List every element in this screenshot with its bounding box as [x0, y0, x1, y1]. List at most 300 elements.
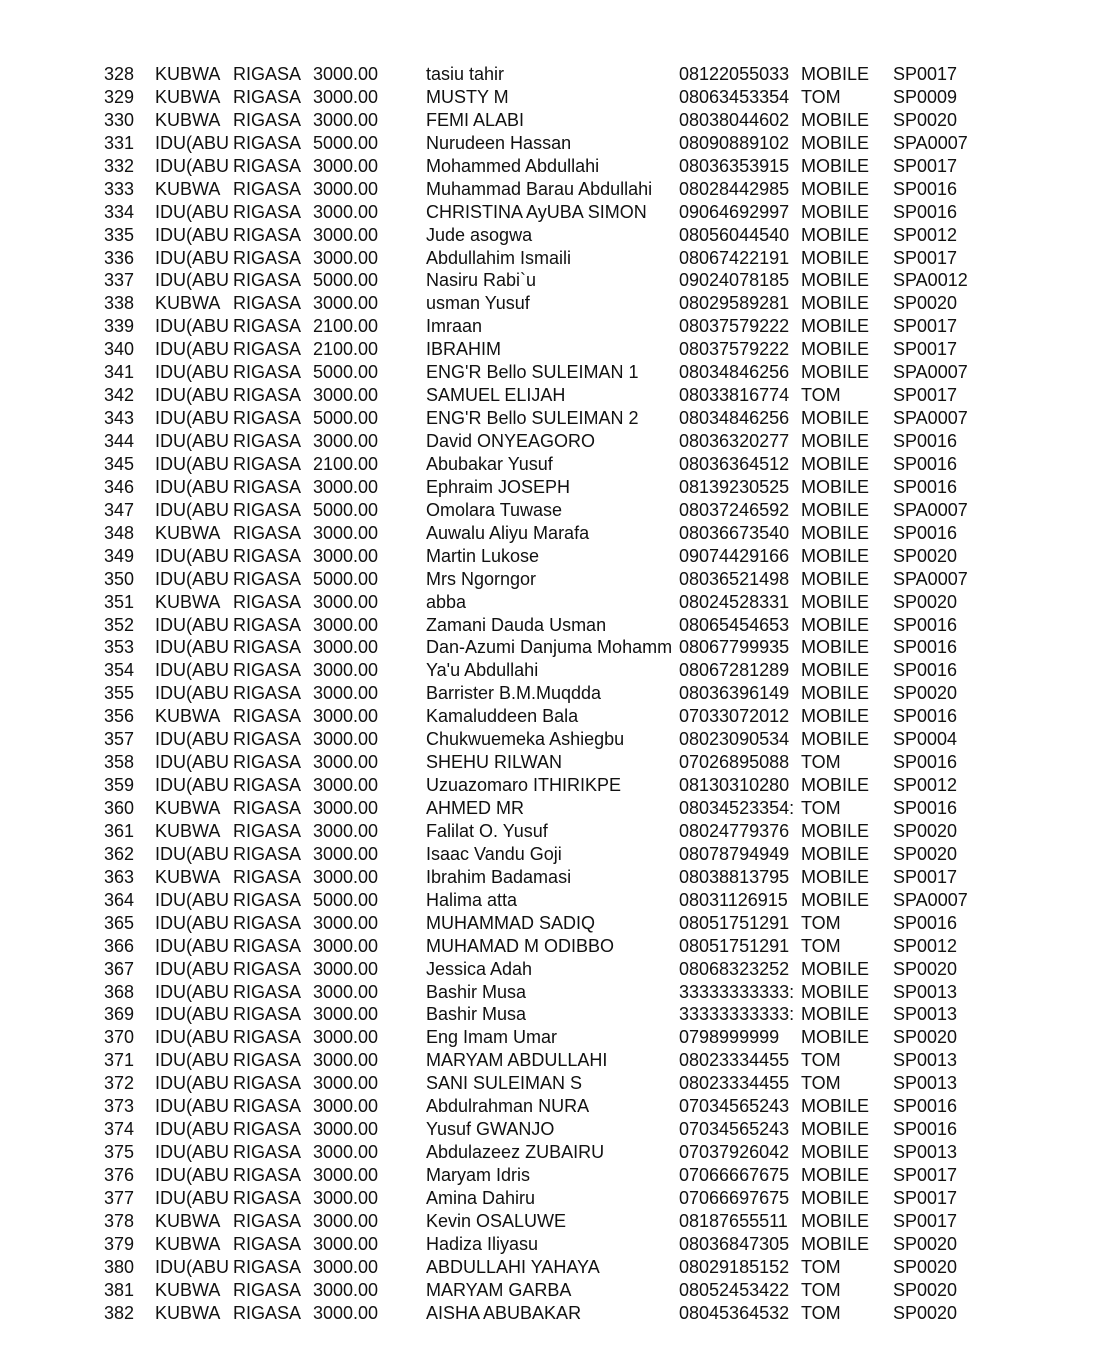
row-number: 358 [104, 752, 135, 773]
table-row [0, 132, 1120, 155]
location-cell: IDU(ABU [155, 499, 230, 520]
name-cell: Bashir Musa [426, 981, 527, 1002]
phone-cell: 08036364512 [679, 453, 790, 474]
name-cell: MARYAM ABDULLAHI [426, 1050, 608, 1071]
network-cell: MOBILE [801, 293, 870, 314]
group-cell: RIGASA [233, 706, 302, 727]
amount-cell: 3000.00 [313, 820, 379, 841]
phone-cell: 09064692997 [679, 201, 790, 222]
network-cell: MOBILE [801, 453, 870, 474]
table-row [0, 1118, 1120, 1141]
group-cell: RIGASA [233, 729, 302, 750]
group-cell: RIGASA [233, 109, 302, 130]
table-row [0, 1233, 1120, 1256]
table-row [0, 820, 1120, 843]
row-number: 377 [104, 1187, 135, 1208]
phone-cell: 08078794949 [679, 843, 790, 864]
amount-cell: 3000.00 [313, 981, 379, 1002]
table-row [0, 292, 1120, 315]
amount-cell: 3000.00 [313, 843, 379, 864]
phone-cell: 08036353915 [679, 155, 790, 176]
phone-cell: 08036396149 [679, 683, 790, 704]
table-row [0, 958, 1120, 981]
name-cell: Imraan [426, 316, 483, 337]
location-cell: IDU(ABU [155, 316, 230, 337]
group-cell: RIGASA [233, 614, 302, 635]
name-cell: Ibrahim Badamasi [426, 866, 572, 887]
network-cell: MOBILE [801, 1165, 870, 1185]
row-number: 328 [104, 64, 135, 84]
network-cell: TOM [801, 912, 841, 933]
code-cell: SP0016 [893, 476, 958, 497]
row-number: 360 [104, 798, 135, 818]
code-cell: SP0020 [893, 683, 958, 704]
name-cell: ENG'R Bello SULEIMAN 1 [426, 362, 639, 383]
network-cell: MOBILE [801, 1096, 870, 1117]
group-cell: RIGASA [233, 866, 302, 887]
row-number: 363 [104, 866, 135, 887]
phone-cell: 08033816774 [679, 385, 790, 406]
group-cell: RIGASA [233, 270, 302, 291]
amount-cell: 2100.00 [313, 453, 379, 474]
group-cell: RIGASA [233, 1119, 302, 1140]
row-number: 349 [104, 545, 135, 566]
group-cell: RIGASA [233, 86, 302, 107]
name-cell: Auwalu Aliyu Marafa [426, 522, 590, 543]
code-cell: SP0020 [893, 591, 958, 612]
group-cell: RIGASA [233, 775, 302, 796]
code-cell: SPA0007 [893, 499, 968, 520]
name-cell: FEMI ALABI [426, 109, 525, 130]
table-row [0, 269, 1120, 292]
network-cell: MOBILE [801, 362, 870, 383]
location-cell: KUBWA [155, 109, 221, 130]
network-cell: MOBILE [801, 981, 870, 1002]
table-row [0, 866, 1120, 889]
row-number: 338 [104, 293, 135, 314]
location-cell: IDU(ABU [155, 775, 230, 796]
group-cell: RIGASA [233, 1004, 302, 1025]
phone-cell: 07037926042 [679, 1142, 790, 1163]
row-number: 334 [104, 201, 135, 222]
phone-cell: 08034846256 [679, 362, 790, 383]
amount-cell: 3000.00 [313, 798, 379, 818]
group-cell: RIGASA [233, 155, 302, 176]
table-row [0, 1003, 1120, 1026]
name-cell: Maryam Idris [426, 1165, 531, 1185]
table-row [0, 361, 1120, 384]
group-cell: RIGASA [233, 820, 302, 841]
location-cell: IDU(ABU [155, 752, 230, 773]
network-cell: MOBILE [801, 729, 870, 750]
row-number: 366 [104, 935, 135, 956]
table-row [0, 1210, 1120, 1233]
row-number: 379 [104, 1233, 135, 1254]
group-cell: RIGASA [233, 912, 302, 933]
amount-cell: 3000.00 [313, 1302, 379, 1323]
network-cell: MOBILE [801, 499, 870, 520]
row-number: 335 [104, 224, 135, 245]
group-cell: RIGASA [233, 683, 302, 704]
table-row [0, 659, 1120, 682]
row-number: 356 [104, 706, 135, 727]
location-cell: KUBWA [155, 86, 221, 107]
row-number: 367 [104, 958, 135, 979]
location-cell: KUBWA [155, 1302, 221, 1323]
name-cell: Yusuf GWANJO [426, 1119, 555, 1140]
amount-cell: 3000.00 [313, 1279, 379, 1300]
table-row [0, 155, 1120, 178]
row-number: 345 [104, 453, 135, 474]
row-number: 354 [104, 660, 135, 681]
location-cell: IDU(ABU [155, 889, 230, 910]
network-cell: MOBILE [801, 522, 870, 543]
row-number: 362 [104, 843, 135, 864]
row-number: 381 [104, 1279, 135, 1300]
amount-cell: 3000.00 [313, 683, 379, 704]
group-cell: RIGASA [233, 224, 302, 245]
amount-cell: 3000.00 [313, 1187, 379, 1208]
phone-cell: 08031126915 [679, 889, 788, 910]
name-cell: Kamaluddeen Bala [426, 706, 579, 727]
network-cell: MOBILE [801, 820, 870, 841]
phone-cell: 08037246592 [679, 499, 790, 520]
phone-cell: 08038813795 [679, 866, 790, 887]
code-cell: SP0013 [893, 1050, 958, 1071]
amount-cell: 3000.00 [313, 64, 379, 84]
phone-cell: 08024779376 [679, 820, 790, 841]
phone-cell: 33333333333: [679, 981, 795, 1002]
phone-cell: 08056044540 [679, 224, 790, 245]
network-cell: MOBILE [801, 545, 870, 566]
network-cell: MOBILE [801, 614, 870, 635]
phone-cell: 08029185152 [679, 1256, 790, 1277]
location-cell: KUBWA [155, 522, 221, 543]
table-row [0, 912, 1120, 935]
code-cell: SP0016 [893, 752, 958, 773]
row-number: 359 [104, 775, 135, 796]
row-number: 352 [104, 614, 135, 635]
amount-cell: 3000.00 [313, 224, 379, 245]
row-number: 375 [104, 1142, 135, 1163]
table-row [0, 1049, 1120, 1072]
group-cell: RIGASA [233, 522, 302, 543]
location-cell: KUBWA [155, 820, 221, 841]
row-number: 341 [104, 362, 135, 383]
amount-cell: 5000.00 [313, 499, 379, 520]
network-cell: MOBILE [801, 1187, 870, 1208]
location-cell: IDU(ABU [155, 637, 230, 658]
location-cell: IDU(ABU [155, 385, 230, 406]
network-cell: MOBILE [801, 155, 870, 176]
name-cell: SANI SULEIMAN S [426, 1073, 583, 1094]
row-number: 353 [104, 637, 135, 658]
table-row [0, 614, 1120, 637]
code-cell: SP0020 [893, 958, 958, 979]
group-cell: RIGASA [233, 935, 302, 956]
network-cell: MOBILE [801, 316, 870, 337]
amount-cell: 3000.00 [313, 775, 379, 796]
name-cell: Chukwuemeka Ashiegbu [426, 729, 625, 750]
name-cell: Martin Lukose [426, 545, 540, 566]
row-number: 370 [104, 1027, 135, 1048]
code-cell: SP0020 [893, 1302, 958, 1323]
group-cell: RIGASA [233, 362, 302, 383]
group-cell: RIGASA [233, 1256, 302, 1277]
table-row [0, 315, 1120, 338]
name-cell: AHMED MR [426, 798, 524, 818]
table-row [0, 1302, 1120, 1325]
code-cell: SP0020 [893, 843, 958, 864]
phone-cell: 08067422191 [679, 247, 790, 268]
network-cell: TOM [801, 1073, 841, 1094]
network-cell: TOM [801, 1302, 841, 1323]
row-number: 376 [104, 1165, 135, 1185]
name-cell: Halima atta [426, 889, 518, 910]
amount-cell: 5000.00 [313, 362, 379, 383]
amount-cell: 3000.00 [313, 1210, 379, 1231]
group-cell: RIGASA [233, 660, 302, 681]
phone-cell: 08028442985 [679, 178, 790, 199]
group-cell: RIGASA [233, 476, 302, 497]
name-cell: Abdulazeez ZUBAIRU [426, 1142, 605, 1163]
location-cell: IDU(ABU [155, 683, 230, 704]
name-cell: Ephraim JOSEPH [426, 476, 571, 497]
amount-cell: 3000.00 [313, 935, 379, 956]
group-cell: RIGASA [233, 798, 302, 818]
table-row [0, 636, 1120, 659]
amount-cell: 3000.00 [313, 866, 379, 887]
location-cell: KUBWA [155, 866, 221, 887]
amount-cell: 5000.00 [313, 889, 379, 910]
table-row [0, 86, 1120, 109]
row-number: 355 [104, 683, 135, 704]
network-cell: TOM [801, 1050, 841, 1071]
location-cell: IDU(ABU [155, 843, 230, 864]
name-cell: MUSTY M [426, 86, 509, 107]
group-cell: RIGASA [233, 958, 302, 979]
row-number: 343 [104, 408, 135, 429]
phone-cell: 08090889102 [679, 132, 790, 153]
row-number: 340 [104, 339, 135, 360]
network-cell: MOBILE [801, 889, 870, 910]
table-row [0, 338, 1120, 361]
location-cell: KUBWA [155, 1210, 221, 1231]
table-row [0, 1026, 1120, 1049]
table-row [0, 407, 1120, 430]
name-cell: Abubakar Yusuf [426, 453, 553, 474]
row-number: 332 [104, 155, 135, 176]
amount-cell: 3000.00 [313, 178, 379, 199]
amount-cell: 3000.00 [313, 637, 379, 658]
location-cell: IDU(ABU [155, 1119, 230, 1140]
name-cell: Nasiru Rabi`u [426, 270, 537, 291]
location-cell: IDU(ABU [155, 545, 230, 566]
row-number: 365 [104, 912, 135, 933]
group-cell: RIGASA [233, 568, 302, 589]
location-cell: IDU(ABU [155, 1004, 230, 1025]
group-cell: RIGASA [233, 1187, 302, 1208]
phone-cell: 07034565243 [679, 1096, 790, 1117]
network-cell: MOBILE [801, 224, 870, 245]
code-cell: SP0020 [893, 820, 958, 841]
name-cell: SHEHU RILWAN [426, 752, 563, 773]
phone-cell: 08023334455 [679, 1073, 790, 1094]
table-row [0, 522, 1120, 545]
phone-cell: 07033072012 [679, 706, 790, 727]
name-cell: Omolara Tuwase [426, 499, 563, 520]
amount-cell: 3000.00 [313, 958, 379, 979]
amount-cell: 3000.00 [313, 1119, 379, 1140]
amount-cell: 3000.00 [313, 1027, 379, 1048]
name-cell: IBRAHIM [426, 339, 502, 360]
location-cell: IDU(ABU [155, 1073, 230, 1094]
row-number: 374 [104, 1119, 135, 1140]
location-cell: IDU(ABU [155, 958, 230, 979]
location-cell: IDU(ABU [155, 476, 230, 497]
amount-cell: 3000.00 [313, 660, 379, 681]
name-cell: ABDULLAHI YAHAYA [426, 1256, 600, 1277]
location-cell: IDU(ABU [155, 1165, 230, 1185]
network-cell: MOBILE [801, 247, 870, 268]
row-number: 350 [104, 568, 135, 589]
row-number: 364 [104, 889, 135, 910]
row-number: 344 [104, 431, 135, 451]
name-cell: usman Yusuf [426, 293, 530, 314]
code-cell: SP0013 [893, 981, 958, 1002]
row-number: 348 [104, 522, 135, 543]
group-cell: RIGASA [233, 637, 302, 658]
row-number: 339 [104, 316, 135, 337]
network-cell: MOBILE [801, 660, 870, 681]
name-cell: Ya'u Abdullahi [426, 660, 539, 681]
group-cell: RIGASA [233, 1210, 302, 1231]
phone-cell: 08038044602 [679, 109, 790, 130]
amount-cell: 3000.00 [313, 1165, 379, 1185]
name-cell: Jude asogwa [426, 224, 533, 245]
group-cell: RIGASA [233, 1142, 302, 1163]
code-cell: SP0013 [893, 1004, 958, 1025]
location-cell: IDU(ABU [155, 1027, 230, 1048]
phone-cell: 08187655511 [679, 1210, 788, 1231]
amount-cell: 3000.00 [313, 522, 379, 543]
group-cell: RIGASA [233, 889, 302, 910]
name-cell: Mohammed Abdullahi [426, 155, 600, 176]
group-cell: RIGASA [233, 752, 302, 773]
code-cell: SP0017 [893, 1210, 958, 1231]
amount-cell: 3000.00 [313, 1096, 379, 1117]
records-table [0, 63, 1120, 1325]
table-row [0, 430, 1120, 453]
code-cell: SP0017 [893, 1165, 958, 1185]
code-cell: SP0016 [893, 660, 958, 681]
group-cell: RIGASA [233, 431, 302, 451]
code-cell: SP0016 [893, 201, 958, 222]
amount-cell: 5000.00 [313, 270, 379, 291]
phone-cell: 08045364532 [679, 1302, 790, 1323]
group-cell: RIGASA [233, 453, 302, 474]
location-cell: IDU(ABU [155, 155, 230, 176]
location-cell: IDU(ABU [155, 408, 230, 429]
name-cell: Hadiza Iliyasu [426, 1233, 539, 1254]
phone-cell: 08023334455 [679, 1050, 790, 1071]
amount-cell: 5000.00 [313, 132, 379, 153]
phone-cell: 08037579222 [679, 339, 790, 360]
network-cell: MOBILE [801, 958, 870, 979]
row-number: 331 [104, 132, 135, 153]
table-row [0, 797, 1120, 820]
network-cell: MOBILE [801, 1119, 870, 1140]
phone-cell: 08052453422 [679, 1279, 790, 1300]
network-cell: MOBILE [801, 1210, 870, 1231]
code-cell: SP0020 [893, 545, 958, 566]
code-cell: SP0016 [893, 637, 958, 658]
table-row [0, 751, 1120, 774]
table-row [0, 1072, 1120, 1095]
name-cell: CHRISTINA AyUBA SIMON [426, 201, 647, 222]
location-cell: IDU(ABU [155, 1096, 230, 1117]
location-cell: IDU(ABU [155, 1187, 230, 1208]
location-cell: IDU(ABU [155, 453, 230, 474]
location-cell: IDU(ABU [155, 614, 230, 635]
phone-cell: 08122055033 [679, 64, 790, 84]
group-cell: RIGASA [233, 64, 302, 84]
phone-cell: 08036847305 [679, 1233, 790, 1254]
phone-cell: 07066667675 [679, 1165, 790, 1185]
name-cell: Uzuazomaro ITHIRIKPE [426, 775, 622, 796]
group-cell: RIGASA [233, 1279, 302, 1300]
table-row [0, 935, 1120, 958]
network-cell: MOBILE [801, 637, 870, 658]
amount-cell: 3000.00 [313, 752, 379, 773]
amount-cell: 2100.00 [313, 316, 379, 337]
amount-cell: 3000.00 [313, 912, 379, 933]
code-cell: SP0016 [893, 1096, 958, 1117]
group-cell: RIGASA [233, 293, 302, 314]
table-row [0, 476, 1120, 499]
code-cell: SPA0012 [893, 270, 968, 291]
group-cell: RIGASA [233, 591, 302, 612]
amount-cell: 5000.00 [313, 408, 379, 429]
name-cell: Mrs Ngorngor [426, 568, 537, 589]
amount-cell: 3000.00 [313, 293, 379, 314]
amount-cell: 3000.00 [313, 1233, 379, 1254]
name-cell: Falilat O. Yusuf [426, 820, 548, 841]
network-cell: TOM [801, 935, 841, 956]
code-cell: SP0017 [893, 385, 958, 406]
code-cell: SP0016 [893, 798, 958, 818]
table-row [0, 981, 1120, 1004]
phone-cell: 08037579222 [679, 316, 790, 337]
row-number: 378 [104, 1210, 135, 1231]
location-cell: IDU(ABU [155, 270, 230, 291]
amount-cell: 3000.00 [313, 476, 379, 497]
location-cell: IDU(ABU [155, 935, 230, 956]
phone-cell: 09074429166 [679, 545, 790, 566]
table-row [0, 247, 1120, 270]
location-cell: IDU(ABU [155, 132, 230, 153]
name-cell: tasiu tahir [426, 64, 505, 84]
amount-cell: 3000.00 [313, 706, 379, 727]
row-number: 357 [104, 729, 135, 750]
phone-cell: 08067799935 [679, 637, 790, 658]
network-cell: MOBILE [801, 408, 870, 429]
group-cell: RIGASA [233, 499, 302, 520]
table-row [0, 774, 1120, 797]
group-cell: RIGASA [233, 385, 302, 406]
code-cell: SP0016 [893, 522, 958, 543]
network-cell: MOBILE [801, 64, 870, 84]
